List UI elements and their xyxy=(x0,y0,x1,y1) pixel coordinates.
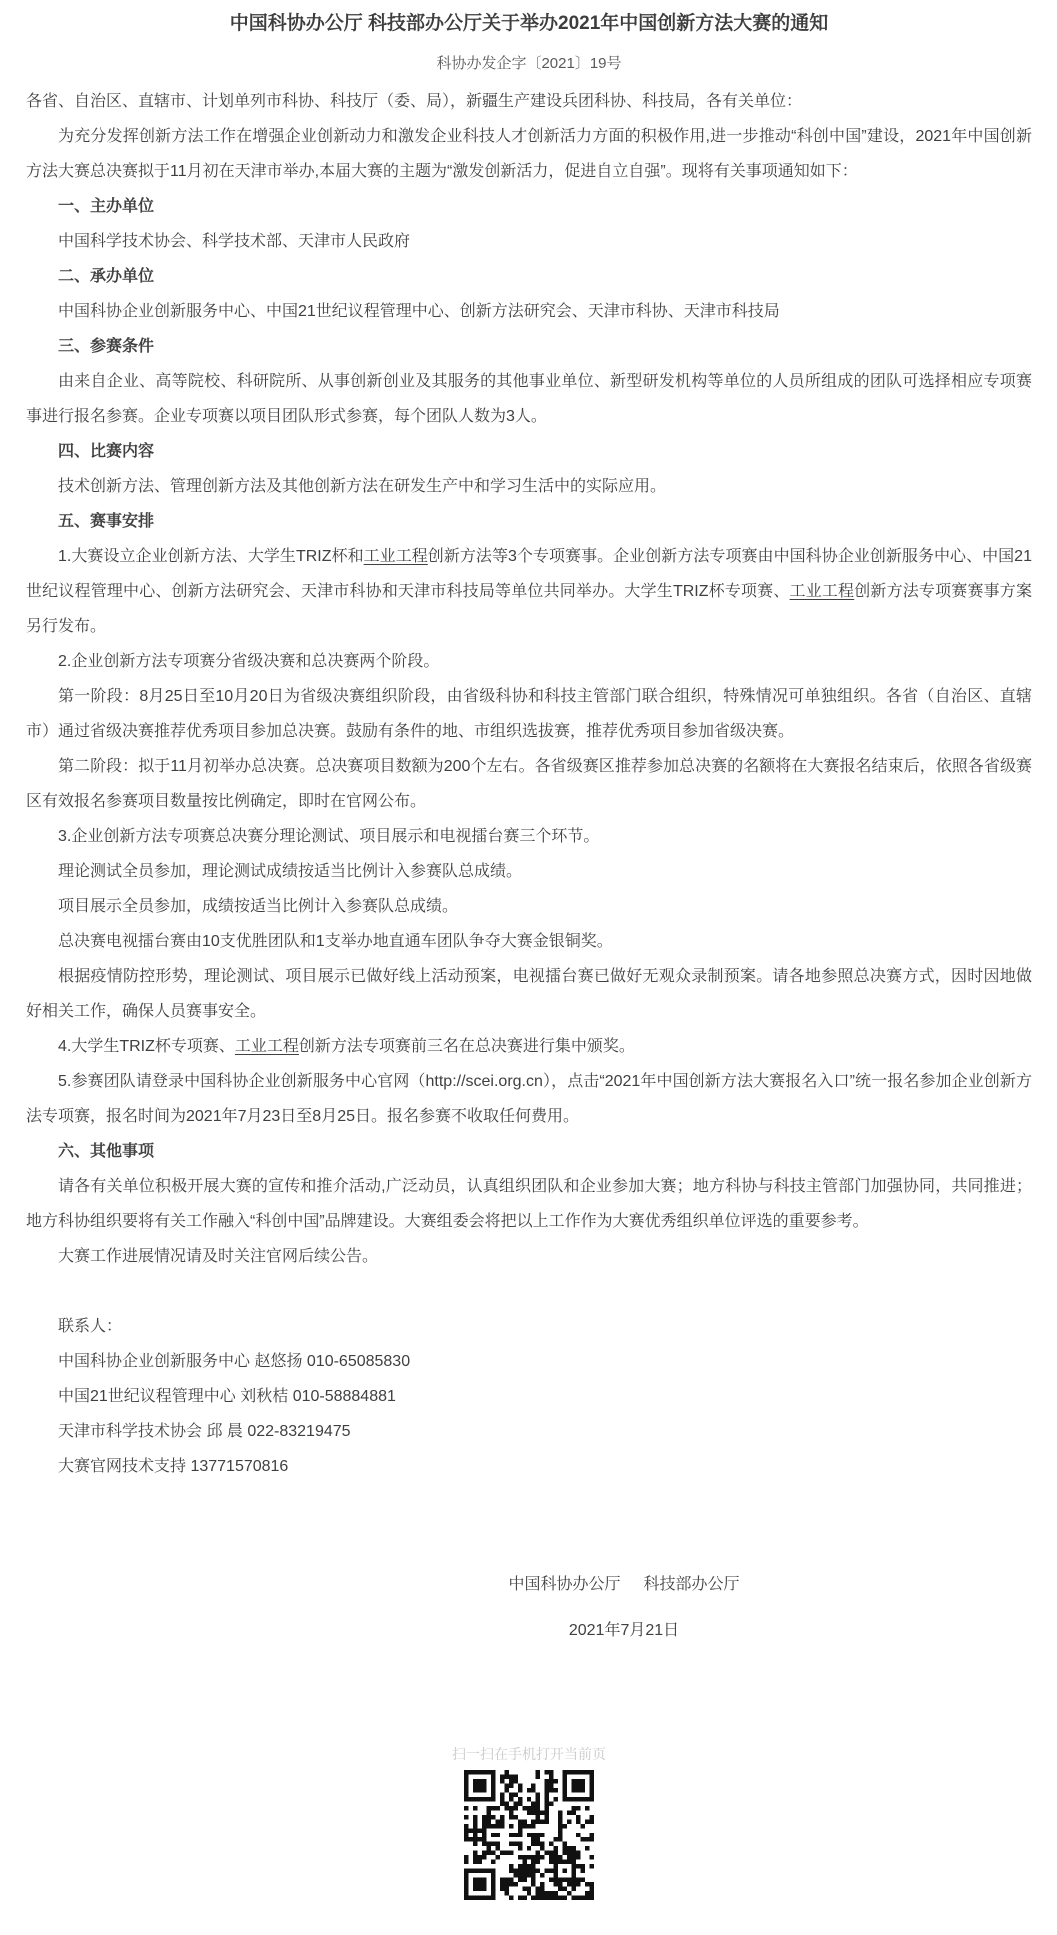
signature-orgs xyxy=(216,1567,1032,1602)
section-heading: 六、其他事项 xyxy=(58,1143,155,1160)
body-paragraph: 4.大学生TRIZ杯专项赛、工业工程创新方法专项赛前三名在总决赛进行集中颁奖。 xyxy=(58,1038,635,1055)
qr-section xyxy=(26,1744,1032,1905)
page-title: 中国科协办公厅 科技部办公厅关于举办2021年中国创新方法大赛的通知 xyxy=(229,13,829,34)
body-paragraph: 1.大赛设立企业创新方法、大学生TRIZ杯和工业工程创新方法等3个专项赛事。企业创新方法专项赛由中国科协企业创新服务中心、中国21世纪议程管理中心、创新方法研究会、天津市科协和天津市科技局等单位共同举办。大学生TRIZ杯专项赛、工业工程创新方法专项赛赛事方案另行发布。 xyxy=(26,548,1032,635)
section-heading: 四、比赛内容 xyxy=(58,443,155,460)
contact-line: 天津市科学技术协会 邱 晨 022-83219475 xyxy=(58,1423,351,1440)
qr-code xyxy=(464,1770,594,1900)
underlined-text: 工业工程 xyxy=(234,1038,299,1055)
body-paragraph: 大赛工作进展情况请及时关注官网后续公告。 xyxy=(58,1248,379,1265)
body-paragraph: 第一阶段：8月25日至10月20日为省级决赛组织阶段，由省级科协和科技主管部门联合组织，特殊情况可单独组织。各省（自治区、直辖市）通过省级决赛推荐优秀项目参加总决赛。鼓励有条件的地、市组织选拔赛，推荐优秀项目参加省级决赛。 xyxy=(26,688,1032,740)
contacts-label: 联系人： xyxy=(58,1318,123,1335)
body-paragraph: 中国科协企业创新服务中心、中国21世纪议程管理中心、创新方法研究会、天津市科协、天津市科技局 xyxy=(58,303,780,320)
contact-line: 中国21世纪议程管理中心 刘秋桔 010-58884881 xyxy=(58,1388,396,1405)
body-paragraph: 总决赛电视擂台赛由10支优胜团队和1支举办地直通车团队争夺大赛金银铜奖。 xyxy=(58,933,613,950)
document-body xyxy=(26,84,1032,1484)
signature-block xyxy=(216,1567,1032,1648)
addressee-line: 各省、自治区、直辖市、计划单列市科协、科技厅（委、局），新疆生产建设兵团科协、科技局，各有关单位： xyxy=(26,93,803,110)
body-paragraph: 第二阶段：拟于11月初举办总决赛。总决赛项目数额为200个左右。各省级赛区推荐参加总决赛的名额将在大赛报名结束后，依照各省级赛区有效报名参赛项目数量按比例确定，即时在官网公布。 xyxy=(26,758,1032,810)
body-paragraph: 技术创新方法、管理创新方法及其他创新方法在研发生产中和学习生活中的实际应用。 xyxy=(58,478,667,495)
section-heading: 一、主办单位 xyxy=(58,198,155,215)
body-paragraph: 根据疫情防控形势，理论测试、项目展示已做好线上活动预案，电视擂台赛已做好无观众录制预案。请各地参照总决赛方式，因时因地做好相关工作，确保人员赛事安全。 xyxy=(26,968,1032,1020)
signature-date: 2021年7月21日 xyxy=(568,1622,680,1639)
body-paragraph: 3.企业创新方法专项赛总决赛分理论测试、项目展示和电视擂台赛三个环节。 xyxy=(58,828,600,845)
underlined-text: 工业工程 xyxy=(363,548,428,565)
body-paragraph: 项目展示全员参加，成绩按适当比例计入参赛队总成绩。 xyxy=(58,898,459,915)
body-paragraph: 请各有关单位积极开展大赛的宣传和推介活动,广泛动员，认真组织团队和企业参加大赛；地方科协与科技主管部门加强协同，共同推进；地方科协组织要将有关工作融入“科创中国”品牌建设。大赛组委会将把以上工作作为大赛优秀组织单位评选的重要参考。 xyxy=(26,1178,1032,1230)
signature-org-left: 中国科协办公厅 xyxy=(508,1576,621,1593)
doc-number: 科协办发企字〔2021〕19号 xyxy=(436,55,622,72)
contact-line: 大赛官网技术支持 13771570816 xyxy=(58,1458,289,1475)
contact-line: 中国科协企业创新服务中心 赵悠扬 010-65085830 xyxy=(58,1353,411,1370)
signature-org-right: 科技部办公厅 xyxy=(643,1576,740,1593)
body-paragraph: 为充分发挥创新方法工作在增强企业创新动力和激发企业科技人才创新活力方面的积极作用,进一步推动“科创中国”建设，2021年中国创新方法大赛总决赛拟于11月初在天津市举办,本届大赛的主题为“激发创新活力，促进自立自强”。现将有关事项通知如下： xyxy=(26,128,1032,180)
section-heading: 三、参赛条件 xyxy=(58,338,155,355)
qr-caption: 扫一扫在手机打开当前页 xyxy=(452,1746,606,1762)
body-paragraph: 5.参赛团队请登录中国科协企业创新服务中心官网（http://scei.org.cn），点击“2021年中国创新方法大赛报名入口”统一报名参加企业创新方法专项赛，报名时间为2021年7月23日至8月25日。报名参赛不收取任何费用。 xyxy=(26,1073,1032,1125)
body-paragraph: 2.企业创新方法专项赛分省级决赛和总决赛两个阶段。 xyxy=(58,653,440,670)
body-paragraph: 理论测试全员参加，理论测试成绩按适当比例计入参赛队总成绩。 xyxy=(58,863,523,880)
body-paragraph: 中国科学技术协会、科学技术部、天津市人民政府 xyxy=(58,233,411,250)
body-paragraph: 由来自企业、高等院校、科研院所、从事创新创业及其服务的其他事业单位、新型研发机构等单位的人员所组成的团队可选择相应专项赛事进行报名参赛。企业专项赛以项目团队形式参赛，每个团队人数为3人。 xyxy=(26,373,1032,425)
underlined-text: 工业工程 xyxy=(789,583,855,600)
section-heading: 五、赛事安排 xyxy=(58,513,155,530)
section-heading: 二、承办单位 xyxy=(58,268,155,285)
